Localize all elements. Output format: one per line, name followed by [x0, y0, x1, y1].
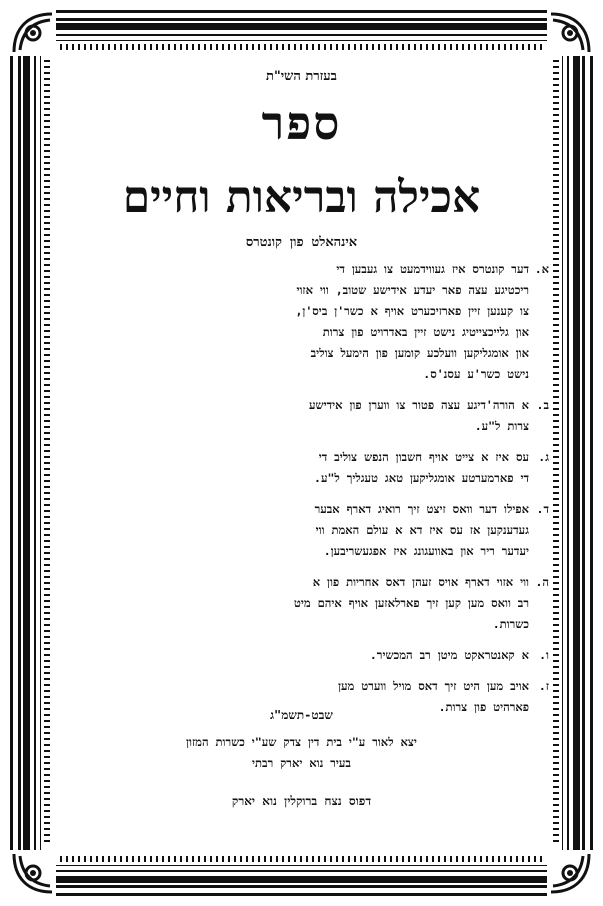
publisher-line: יצא לאור ע"י בית דין צדק שע"י כשרות המזון	[186, 735, 417, 749]
ornament-corner-icon	[10, 10, 56, 56]
item-line: נישט כשר'ע עסנ'ס.	[423, 367, 529, 381]
item-letter: ב.	[536, 398, 549, 412]
ornament-corner-icon	[10, 850, 56, 896]
item-line: עס איז א צייט אויף חשבון הנפש צוליב די	[318, 450, 529, 464]
frame-hatch-left	[44, 60, 50, 846]
book-title-main: אכילה ובריאות וחיים	[122, 172, 481, 223]
item-letter: ד.	[536, 502, 549, 516]
item-text	[54, 259, 529, 385]
list-item	[54, 499, 549, 562]
item-line: צרות ל"ע.	[474, 419, 529, 433]
list-item	[54, 395, 549, 437]
item-line: יעדער ריר און באוועגונג איז אפגעשריבען.	[323, 544, 529, 558]
item-line: ווי אזוי דארף אויס זעהן דאס אחריות פון א	[312, 575, 529, 589]
list-item	[54, 572, 549, 635]
item-line: די פארמערטע אומגליקען טאג טעגליך ל"ע.	[314, 471, 529, 485]
item-line: כשרות.	[492, 617, 529, 631]
item-text	[54, 499, 529, 562]
frame-hatch-right	[553, 60, 559, 846]
item-line: א הורה'דיגע עצה פטור צו ווערן פון אידישע	[308, 398, 529, 412]
item-line: און גלייכצייטיג נישט זיין באדרויט פון צרות	[322, 325, 529, 339]
item-letter: ג.	[538, 450, 549, 464]
frame-hatch-bottom	[60, 856, 543, 862]
item-line: ריכטיגע עצה פאר יעדע אידישע שטוב, ווי אזוי	[296, 283, 529, 297]
page-content	[52, 56, 551, 846]
item-line: אויב מען היט זיך דאס מויל ווערט מען	[338, 679, 529, 693]
ornament-corner-icon	[547, 850, 593, 896]
contents-heading: אינהאלט פון קונטרס	[245, 235, 358, 250]
item-line: פארהיט פון צרות.	[438, 700, 529, 714]
item-line: און אומגליקען וועלכע קומען פון הימעל צוליב	[310, 346, 529, 360]
blessing-header: בעזרת השי"ת	[266, 69, 337, 84]
item-letter: א.	[534, 262, 549, 276]
publisher-block	[52, 732, 551, 774]
item-letter: ה.	[535, 575, 549, 589]
item-letter: ו.	[539, 648, 549, 662]
item-line: אפילו דער וואס זיצט זיך רואיג דארף אבער	[314, 502, 529, 516]
item-line: געדענקען אז עס איז דא א עולם האמת ווי	[315, 523, 529, 537]
item-letter: ז.	[538, 679, 549, 693]
list-item	[54, 447, 549, 489]
printer-line: דפוס נצח ברוקלין נוא יארק	[231, 794, 372, 808]
item-line: דער קונטרס איז געווידמעט צו געבען די	[336, 262, 529, 276]
book-title-sefer: ספר	[261, 96, 342, 150]
frame-hatch-top	[60, 44, 543, 50]
item-text	[54, 645, 529, 666]
item-line: א קאנטראקט מיטן רב המכשיר.	[369, 648, 529, 662]
ornament-corner-icon	[547, 10, 593, 56]
item-text	[54, 395, 529, 437]
publisher-line: בעיר נוא יארק רבתי	[252, 756, 351, 770]
item-line: צו קענען זיין פארזיכערט אויף א כשר'ן ביס'ן,	[295, 304, 529, 318]
list-item	[54, 645, 549, 666]
contents-list	[54, 259, 549, 728]
item-line: רב וואס מען קען זיך פארלאזען אויף איהם מיט	[293, 596, 529, 610]
list-item	[54, 259, 549, 385]
item-text	[54, 572, 529, 635]
item-text	[54, 447, 529, 489]
publication-date: שבט-תשמ"ג	[270, 708, 333, 722]
